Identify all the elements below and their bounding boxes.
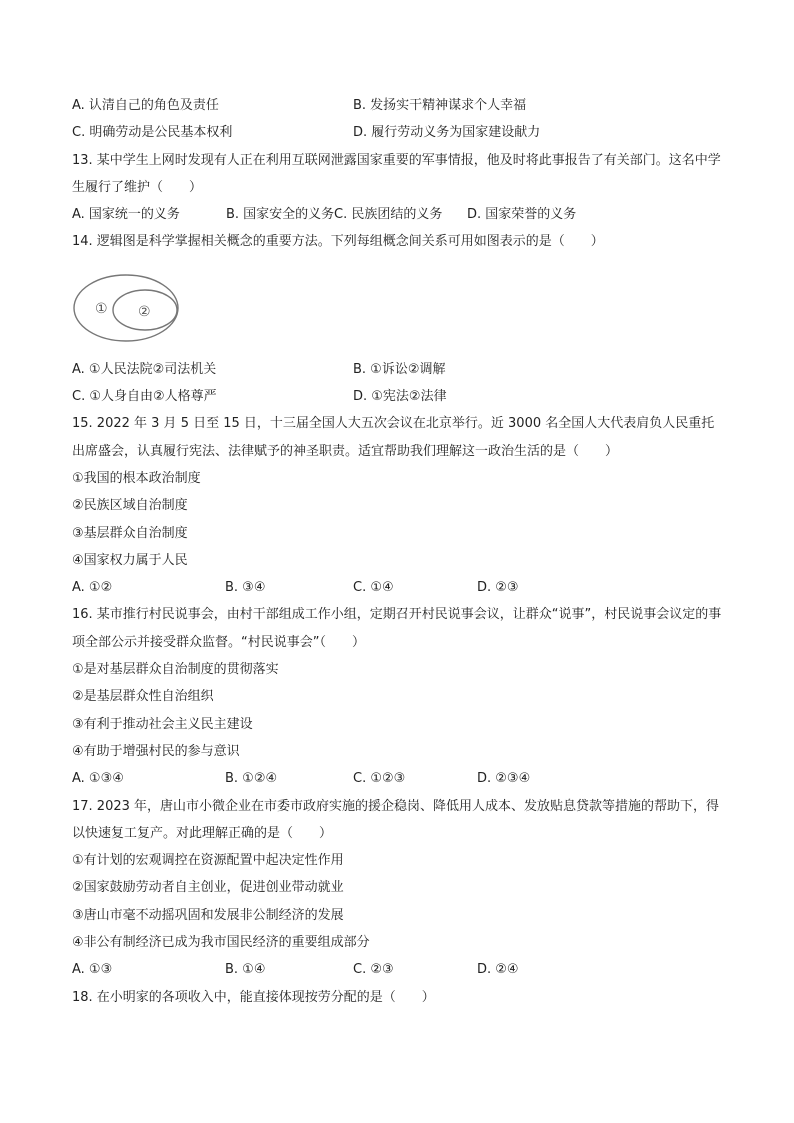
q14-option-d[interactable]: D. ①宪法②法律 bbox=[353, 389, 447, 405]
outer-label: ① bbox=[95, 300, 108, 317]
q14-options-row-1 bbox=[72, 356, 727, 383]
q17-option-c[interactable]: C. ②③ bbox=[353, 962, 394, 978]
q15-item-4: ④国家权力属于人民 bbox=[72, 552, 188, 568]
q13-stem: 13. 某中学生上网时发现有人正在利用互联网泄露国家重要的军事情报，他及时将此事报告了有关部门。这名中学生履行了维护（ ） bbox=[72, 152, 721, 195]
q14-options-row-2 bbox=[72, 383, 727, 410]
q13-option-b[interactable]: B. 国家安全的义务 bbox=[226, 207, 335, 223]
q12-option-a[interactable]: A. 认清自己的角色及责任 bbox=[72, 98, 219, 113]
outer-ellipse bbox=[74, 275, 178, 341]
q16-item-4: ④有助于增强村民的参与意识 bbox=[72, 743, 240, 759]
q15-option-d[interactable]: D. ②③ bbox=[477, 580, 519, 596]
q16-option-d[interactable]: D. ②③④ bbox=[477, 771, 531, 787]
q14-stem: 14. 逻辑图是科学掌握相关概念的重要方法。下列每组概念间关系可用如图表示的是（ ） bbox=[72, 234, 604, 250]
q12-option-d[interactable]: D. 履行劳动义务为国家建设献力 bbox=[353, 125, 541, 141]
q15-options bbox=[72, 574, 727, 601]
q17-option-a[interactable]: A. ①③ bbox=[72, 962, 113, 978]
q14-option-a[interactable]: A. ①人民法院②司法机关 bbox=[72, 361, 217, 377]
venn-svg bbox=[72, 270, 192, 350]
q16-option-a[interactable]: A. ①③④ bbox=[72, 771, 124, 787]
q15-option-c[interactable]: C. ①④ bbox=[353, 580, 394, 596]
q12-options-row-2 bbox=[72, 119, 727, 146]
q15-item-3: ③基层群众自治制度 bbox=[72, 525, 188, 541]
q14-option-b[interactable]: B. ①诉讼②调解 bbox=[353, 361, 446, 377]
q16-item-3: ③有利于推动社会主义民主建设 bbox=[72, 716, 253, 732]
q15-option-b[interactable]: B. ③④ bbox=[225, 580, 266, 596]
q16-stem: 16. 某市推行村民说事会，由村干部组成工作小组，定期召开村民说事会议，让群众“说事”，村民说事会议定的事项全部公示并接受群众监督。“村民说事会”（ ） bbox=[72, 607, 722, 650]
q15-option-a[interactable]: A. ①② bbox=[72, 580, 113, 596]
q15-item-2: ②民族区域自治制度 bbox=[72, 498, 188, 514]
q16-option-c[interactable]: C. ①②③ bbox=[353, 771, 406, 787]
q12-option-b[interactable]: B. 发扬实干精神谋求个人幸福 bbox=[353, 98, 527, 113]
exam-page bbox=[72, 92, 727, 1011]
q15-stem: 15. 2022 年 3 月 5 日至 15 日，十三届全国人大五次会议在北京举行。近 3000 名全国人大代表肩负人民重托出席盛会，认真履行宪法、法律赋予的神圣职责。适宜帮助我们理解这一政治生活的是（ ） bbox=[72, 416, 715, 459]
q13-option-a[interactable]: A. 国家统一的义务 bbox=[72, 207, 180, 223]
q13-option-d[interactable]: D. 国家荣誉的义务 bbox=[467, 207, 577, 223]
q16-option-b[interactable]: B. ①②④ bbox=[225, 771, 278, 787]
q17-item-3: ③唐山市毫不动摇巩固和发展非公制经济的发展 bbox=[72, 907, 344, 923]
q17-item-4: ④非公有制经济已成为我市国民经济的重要组成部分 bbox=[72, 935, 370, 951]
q14-venn-diagram bbox=[72, 256, 727, 356]
q16-options bbox=[72, 765, 727, 792]
q17-item-1: ①有计划的宏观调控在资源配置中起决定性作用 bbox=[72, 853, 344, 869]
q12-option-c[interactable]: C. 明确劳动是公民基本权利 bbox=[72, 125, 233, 141]
q14-option-c[interactable]: C. ①人身自由②人格尊严 bbox=[72, 389, 217, 405]
q17-options bbox=[72, 956, 727, 983]
q12-options-row-1 bbox=[72, 92, 727, 119]
q17-option-b[interactable]: B. ①④ bbox=[225, 962, 266, 978]
inner-label: ② bbox=[138, 303, 151, 320]
q17-option-d[interactable]: D. ②④ bbox=[477, 962, 519, 978]
q15-item-1: ①我国的根本政治制度 bbox=[72, 470, 201, 486]
q13-options bbox=[72, 201, 727, 228]
q18-stem: 18. 在小明家的各项收入中，能直接体现按劳分配的是（ ） bbox=[72, 989, 435, 1005]
q17-stem: 17. 2023 年，唐山市小微企业在市委市政府实施的援企稳岗、降低用人成本、发放贴息贷款等措施的帮助下，得以快速复工复产。对此理解正确的是（ ） bbox=[72, 798, 720, 841]
q16-item-2: ②是基层群众性自治组织 bbox=[72, 689, 214, 705]
q16-item-1: ①是对基层群众自治制度的贯彻落实 bbox=[72, 662, 279, 678]
q17-item-2: ②国家鼓励劳动者自主创业，促进创业带动就业 bbox=[72, 880, 344, 896]
q13-option-c[interactable]: C. 民族团结的义务 bbox=[334, 207, 443, 223]
